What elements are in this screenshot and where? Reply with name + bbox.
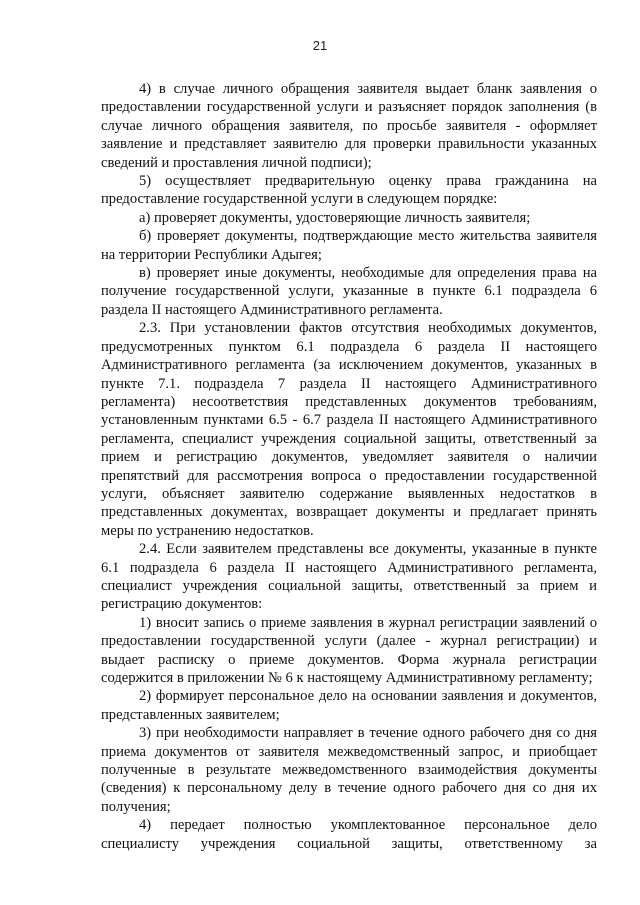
paragraph-subitem-v: в) проверяет иные документы, необходимые для определения права на получение государственной услуги, указанные в пункте 6.1 подраздела 6 раздела II настоящего Административного регламента. <box>101 265 597 318</box>
paragraph-clause-2-4: 2.4. Если заявителем представлены все документы, указанные в пункте 6.1 подраздела 6 раздела II настоящего Административного регламента, специалист учреждения социальной защиты, ответственный за прием и регистрацию документов: <box>101 541 597 613</box>
paragraph-clause-2-3: 2.3. При установлении фактов отсутствия необходимых документов, предусмотренных пунктом 6.1 подраздела 6 раздела II настоящего Административного регламента (за исключением документов, указанных в пункте 7.1. подраздела 7 раздела II настоящего Административного регламента) несоответствия представленных документов требованиям, установленным пунктами 6.5 - 6.7 раздела II настоящего Административного регламента, специалист учреждения социальной защиты, ответственный за прием и регистрацию документов, уведомляет заявителя о наличии препятствий для рассмотрения вопроса о предоставлении государственной услуги, объясняет заявителю содержание выявленных недостатков в представленных документах, возвращает документы и предлагает принять меры по устранению недостатков. <box>101 320 597 539</box>
paragraph-item-4-blank: 4) в случае личного обращения заявителя выдает бланк заявления о предоставлении государственной услуги и разъясняет порядок заполнения (в случае личного обращения заявителя, по просьбе заявителя - оформляет заявление и представляет заявителю для проверки правильности указанных сведений и проставления личной подписи); <box>101 81 597 171</box>
paragraph-subitem-a: а) проверяет документы, удостоверяющие личность заявителя; <box>139 209 531 226</box>
paragraph-step-2: 2) формирует персональное дело на основании заявления и документов, представленных заявителем; <box>101 688 597 723</box>
document-body <box>101 80 597 853</box>
paragraph-subitem-b: б) проверяет документы, подтверждающие место жительства заявителя на территории Республики Адыгея; <box>101 228 597 263</box>
page-number: 21 <box>312 38 328 53</box>
paragraph-step-4: 4) передает полностью укомплектованное персональное дело специалисту учреждения социальной защиты, ответственному за <box>101 817 597 852</box>
paragraph-step-3: 3) при необходимости направляет в течение одного рабочего дня со дня приема документов от заявителя межведомственный запрос, и приобщает полученные в результате межведомственного взаимодействия документы (сведения) к персональному делу в течение одного рабочего дня со дня их получения; <box>101 725 597 815</box>
paragraph-item-5-assessment: 5) осуществляет предварительную оценку права гражданина на предоставление государственной услуги в следующем порядке: <box>101 173 597 208</box>
paragraph-step-1: 1) вносит запись о приеме заявления в журнал регистрации заявлений о предоставлении государственной услуги (далее - журнал регистрации) и выдает расписку о приеме документов. Форма журнала регистрации содержится в приложении № 6 к настоящему Административному регламенту; <box>101 614 597 686</box>
